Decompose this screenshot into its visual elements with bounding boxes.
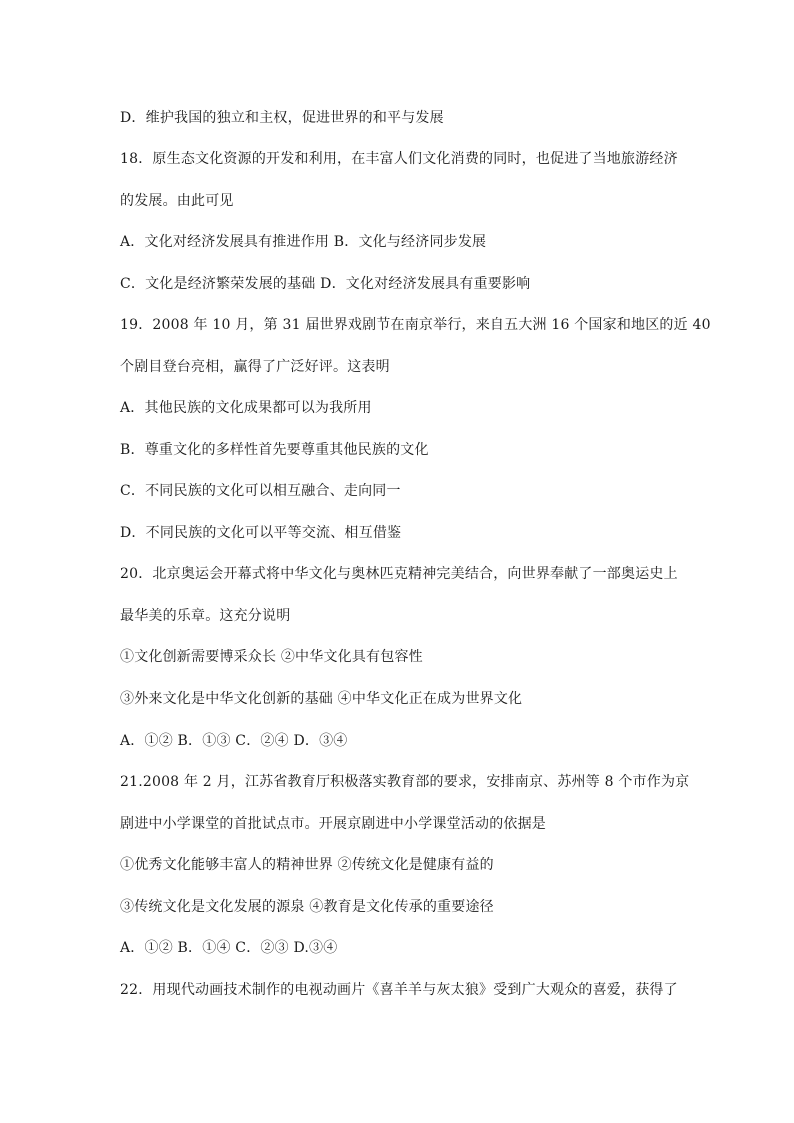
q19-stem-line-2: 个剧目登台亮相，赢得了广泛好评。这表明	[120, 359, 390, 375]
q20-options: A．①② B．①③ C．②④ D．③④	[120, 733, 348, 749]
q19-option-a: A．其他民族的文化成果都可以为我所用	[120, 400, 372, 416]
q22-stem-line-1: 22．用现代动画技术制作的电视动画片《喜羊羊与灰太狼》受到广大观众的喜爱，获得了	[120, 982, 678, 998]
q21-statements-1-2: ①优秀文化能够丰富人的精神世界 ②传统文化是健康有益的	[120, 857, 494, 873]
q21-stem-line-2: 剧进中小学课堂的首批试点市。开展京剧进中小学课堂活动的依据是	[120, 816, 546, 832]
q19-option-d: D．不同民族的文化可以平等交流、相互借鉴	[120, 525, 402, 541]
q18-options-ab: A．文化对经济发展具有推进作用 B．文化与经济同步发展	[120, 234, 487, 250]
q19-option-c: C．不同民族的文化可以相互融合、走向同一	[120, 483, 401, 499]
q20-stem-line-2: 最华美的乐章。这充分说明	[120, 608, 291, 624]
q19-stem-line-1: 19．2008 年 10 月，第 31 届世界戏剧节在南京举行，来自五大洲 16 个国家和地区的近 40	[120, 317, 711, 333]
q19-option-b: B．尊重文化的多样性首先要尊重其他民族的文化	[120, 442, 429, 458]
q18-stem-line-2: 的发展。由此可见	[120, 193, 234, 209]
q20-statements-1-2: ①文化创新需要博采众长 ②中华文化具有包容性	[120, 649, 423, 665]
q20-statements-3-4: ③外来文化是中华文化创新的基础 ④中华文化正在成为世界文化	[120, 691, 523, 707]
q21-options: A．①② B．①④ C．②③ D.③④	[120, 940, 338, 956]
q17-option-d: D．维护我国的独立和主权，促进世界的和平与发展	[120, 110, 444, 126]
q21-statements-3-4: ③传统文化是文化发展的源泉 ④教育是文化传承的重要途径	[120, 899, 494, 915]
q21-stem-line-1: 21.2008 年 2 月，江苏省教育厅积极落实教育部的要求，安排南京、苏州等 8 个市作为京	[120, 774, 690, 790]
q18-stem-line-1: 18．原生态文化资源的开发和利用，在丰富人们文化消费的同时，也促进了当地旅游经济	[120, 151, 678, 167]
q20-stem-line-1: 20．北京奥运会开幕式将中华文化与奥林匹克精神完美结合，向世界奉献了一部奥运史上	[120, 566, 678, 582]
q18-options-cd: C．文化是经济繁荣发展的基础 D．文化对经济发展具有重要影响	[120, 276, 531, 292]
